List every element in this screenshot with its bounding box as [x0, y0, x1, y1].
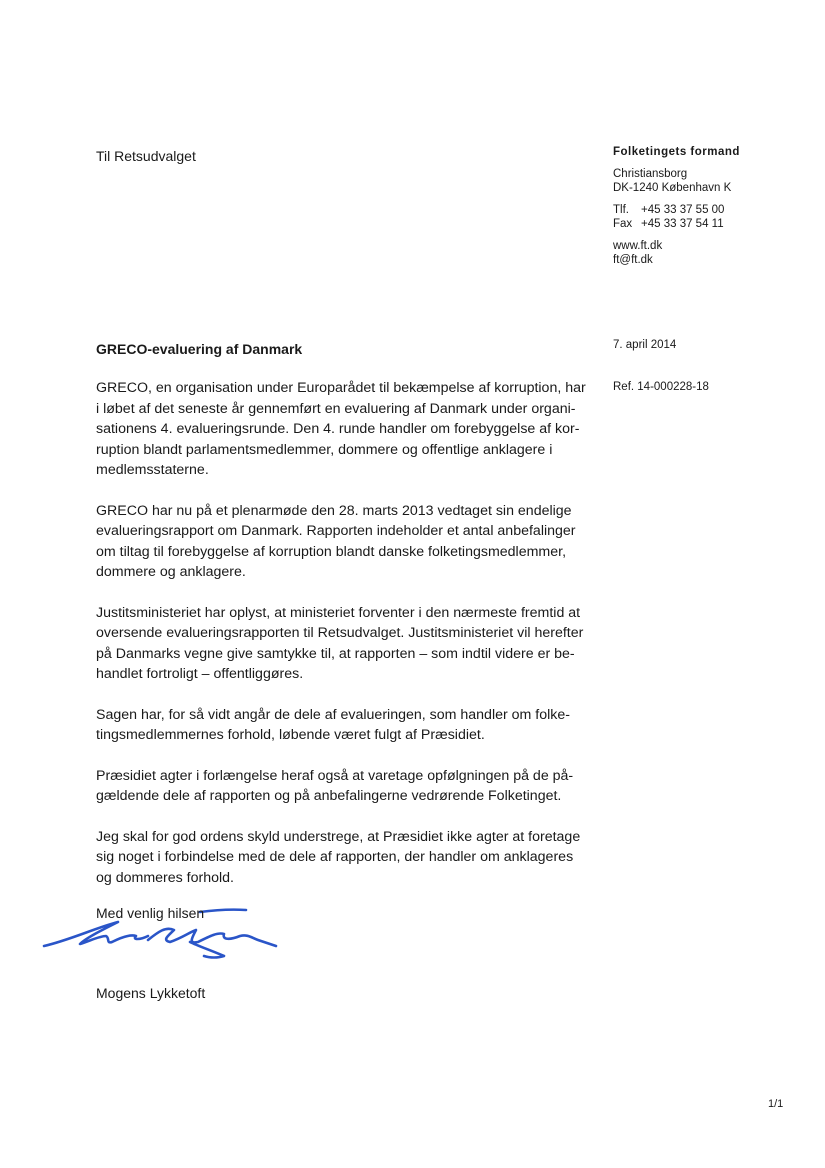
recipient: Til Retsudvalget	[96, 148, 196, 164]
body-line: GRECO har nu på et plenarmøde den 28. marts 2013 vedtaget sin endelige	[96, 502, 572, 519]
body-line: Justitsministeriet har oplyst, at ministeriet forventer i den nærmeste fremtid at	[96, 604, 581, 621]
body-line: tingsmedlemmernes forhold, løbende været fulgt af Præsidiet.	[96, 727, 485, 743]
website: www.ft.dk	[613, 240, 663, 252]
body-line: i løbet af det seneste år gennemført en evaluering af Danmark under organi-	[96, 400, 576, 417]
body-line: evalueringsrapport om Danmark. Rapporten indeholder et antal anbefalinger	[96, 523, 576, 539]
body-line: ruption blandt parlamentsmedlemmer, dommere og offentlige anklagere i	[96, 441, 553, 458]
body-line: medlemsstaterne.	[96, 462, 209, 478]
body-line: dommere og anklagere.	[96, 564, 246, 580]
body-line: og dommeres forhold.	[96, 869, 235, 886]
body-paragraph	[96, 827, 586, 889]
sender-block	[613, 145, 813, 275]
body-paragraph	[96, 501, 586, 583]
phone-label: Tlf.	[613, 204, 629, 216]
body-line: Jeg skal for god ordens skyld understrege, at Præsidiet ikke agter at foretage	[96, 828, 581, 845]
letter-subject: GRECO-evaluering af Danmark	[96, 341, 303, 357]
body-line: Præsidiet agter i forlængelse heraf også at varetage opfølgningen på de på-	[96, 767, 574, 784]
sender-contact	[613, 203, 813, 231]
body-line: sationens 4. evalueringsrunde. Den 4. runde handler om forebyggelse af kor-	[96, 421, 580, 437]
body-paragraph	[96, 603, 586, 685]
body-paragraph	[96, 705, 586, 746]
letter-body	[96, 378, 586, 908]
page-number: 1/1	[768, 1098, 784, 1110]
fax-label: Fax	[613, 218, 633, 230]
closing: Med venlig hilsen	[96, 905, 205, 921]
body-line: oversende evalueringsrapporten til Retsudvalget. Justitsministeriet vil herefter	[96, 625, 584, 641]
signer-name: Mogens Lykketoft	[96, 985, 206, 1001]
letter-date: 7. april 2014	[613, 339, 677, 351]
body-line: gældende dele af rapporten og på anbefalingerne vedrørende Folketinget.	[96, 788, 562, 804]
body-line: GRECO, en organisation under Europarådet til bekæmpelse af korruption, har	[96, 380, 586, 396]
body-line: om tiltag til forebyggelse af korruption blandt danske folketingsmedlemmer,	[96, 543, 567, 560]
sender-address	[613, 167, 813, 195]
phone-row	[613, 203, 813, 217]
body-paragraph	[96, 378, 586, 481]
address-line-2: DK-1240 København K	[613, 182, 732, 194]
sender-office: Folketingets formand	[613, 146, 740, 158]
body-line: handlet fortroligt – offentliggøres.	[96, 666, 304, 682]
fax-number: +45 33 37 54 11	[641, 218, 724, 230]
body-line: på Danmarks vegne give samtykke til, at rapporten – som indtil videre er be-	[96, 645, 575, 662]
fax-row	[613, 217, 813, 231]
reference-number: Ref. 14-000228-18	[613, 381, 709, 393]
address-line-1: Christiansborg	[613, 168, 688, 180]
phone-number: +45 33 37 55 00	[641, 204, 725, 216]
email: ft@ft.dk	[613, 254, 653, 266]
body-line: Sagen har, for så vidt angår de dele af evalueringen, som handler om folke-	[96, 706, 570, 723]
body-paragraph	[96, 766, 586, 807]
sender-online	[613, 239, 813, 267]
body-line: sig noget i forbindelse med de dele af rapporten, der handler om anklageres	[96, 849, 574, 865]
